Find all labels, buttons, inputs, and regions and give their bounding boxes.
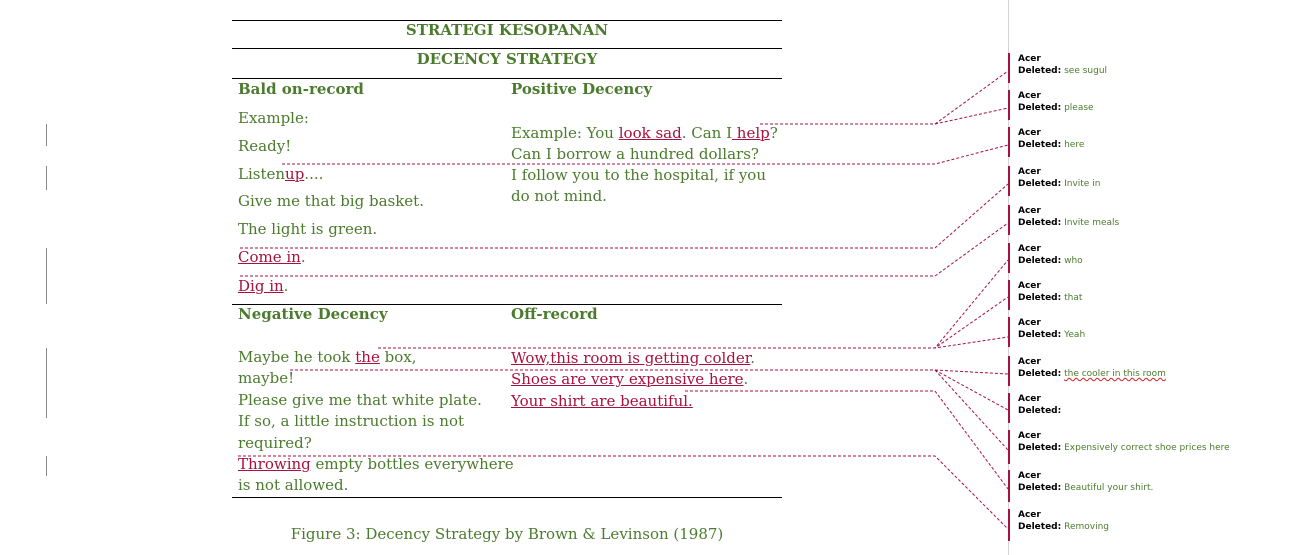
bald-line[interactable]: Example:: [238, 109, 309, 127]
negative-line[interactable]: is not allowed.: [238, 476, 349, 494]
leader-line: [378, 260, 1008, 348]
leader-line: [282, 145, 1008, 164]
revision-balloon[interactable]: Acer Deleted: see sugul: [1008, 53, 1288, 83]
revision-balloon[interactable]: Acer Deleted: who: [1008, 243, 1288, 273]
table-title-english[interactable]: DECENCY STRATEGY: [416, 50, 598, 68]
positive-line[interactable]: I follow you to the hospital, if you: [511, 166, 766, 184]
positive-line[interactable]: Can I borrow a hundred dollars?: [511, 145, 759, 163]
off-record-heading[interactable]: Off-record: [511, 305, 598, 323]
bald-line[interactable]: Listenup....: [238, 165, 324, 183]
negative-line[interactable]: Please give me that white plate.: [238, 391, 482, 409]
positive-line[interactable]: do not mind.: [511, 187, 607, 205]
leader-line: [760, 108, 1008, 124]
positive-decency-heading[interactable]: Positive Decency: [511, 80, 653, 98]
leader-line: [378, 297, 1008, 348]
revision-balloon[interactable]: Acer Deleted: that: [1008, 280, 1288, 310]
leader-line: [735, 370, 1008, 450]
negative-decency-heading[interactable]: Negative Decency: [238, 305, 388, 323]
offrecord-line[interactable]: Shoes are very expensive here.: [511, 370, 749, 388]
bald-line[interactable]: Give me that big basket.: [238, 192, 424, 210]
bald-on-record-heading[interactable]: Bald on-record: [238, 80, 364, 98]
leader-line: [685, 391, 1008, 489]
revision-balloon[interactable]: Acer Deleted: the cooler in this room: [1008, 356, 1288, 386]
bald-line[interactable]: Come in.: [238, 248, 306, 266]
negative-line[interactable]: If so, a little instruction is not: [238, 412, 464, 430]
bald-line[interactable]: Ready!: [238, 137, 292, 155]
revision-balloon[interactable]: Acer Deleted:: [1008, 393, 1288, 423]
revision-balloon[interactable]: Acer Deleted: Yeah: [1008, 317, 1288, 347]
revision-balloon[interactable]: Acer Deleted: Removing: [1008, 509, 1288, 541]
revision-balloon[interactable]: Acer Deleted: here: [1008, 127, 1288, 157]
leader-line: [238, 456, 1008, 529]
leader-line: [240, 184, 1008, 248]
bald-line[interactable]: The light is green.: [238, 220, 378, 238]
revision-balloon[interactable]: Acer Deleted: Invite meals: [1008, 205, 1288, 235]
bald-line[interactable]: Dig in.: [238, 277, 289, 295]
negative-line[interactable]: maybe!: [238, 369, 295, 387]
offrecord-line[interactable]: Wow,this room is getting colder.: [511, 349, 756, 367]
revision-balloon[interactable]: Acer Deleted: Expensively correct shoe prices here: [1008, 430, 1288, 464]
table-title-indonesian[interactable]: STRATEGI KESOPANAN: [405, 21, 609, 39]
negative-line[interactable]: Throwing empty bottles everywhere: [238, 455, 514, 473]
leader-line: [240, 223, 1008, 276]
figure-caption[interactable]: Figure 3: Decency Strategy by Brown & Levinson (1987): [290, 525, 724, 543]
revision-balloon[interactable]: Acer Deleted: Invite in: [1008, 166, 1288, 196]
leader-line: [745, 370, 1008, 374]
negative-line[interactable]: Maybe he took the box,: [238, 348, 417, 366]
offrecord-line[interactable]: Your shirt are beautiful.: [511, 392, 693, 410]
revision-balloon[interactable]: Acer Deleted: Beautiful your shirt.: [1008, 470, 1288, 502]
leader-line: [378, 337, 1008, 348]
negative-line[interactable]: required?: [238, 434, 312, 452]
positive-line[interactable]: Example: You look sad. Can I help?: [511, 124, 778, 142]
leader-line: [290, 370, 1008, 410]
revision-balloon[interactable]: Acer Deleted: please: [1008, 90, 1288, 120]
